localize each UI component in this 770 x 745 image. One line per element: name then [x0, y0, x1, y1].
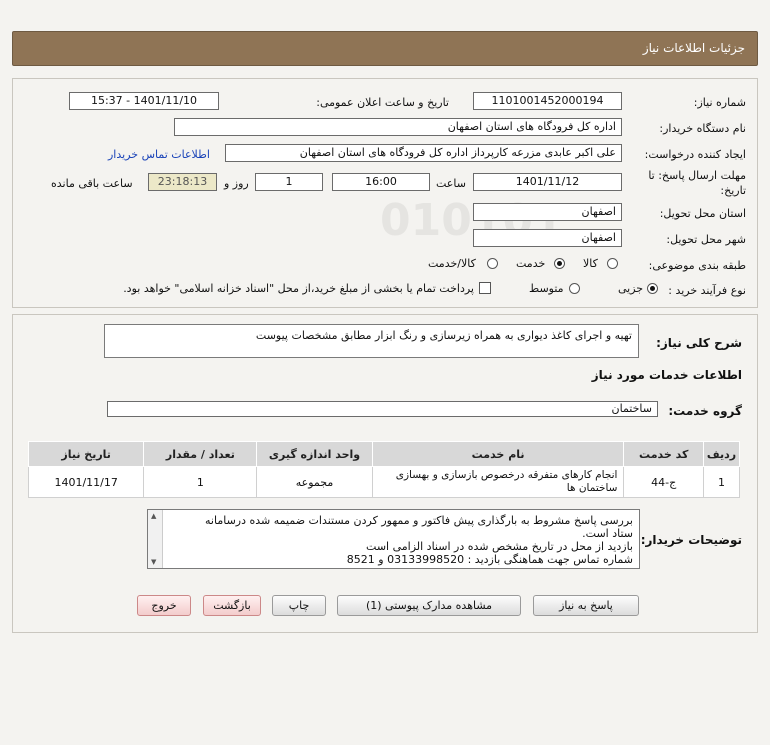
table-row	[29, 467, 740, 498]
need-info-panel	[12, 78, 758, 308]
summary-label: شرح کلی نیاز:	[656, 336, 742, 350]
col-header-code: کد خدمت	[624, 442, 703, 467]
cell-quantity: 1	[144, 467, 257, 498]
need-number-label: شماره نیاز:	[693, 96, 746, 109]
col-header-name: نام خدمت	[372, 442, 624, 467]
table-header-row	[29, 442, 740, 467]
view-attachments-button[interactable]: مشاهده مدارک پیوستی (1)	[337, 595, 521, 616]
creator-label: ایجاد کننده درخواست:	[644, 148, 746, 161]
cell-unit: مجموعه	[257, 467, 372, 498]
announce-datetime-field[interactable]: 1401/11/10 - 15:37	[69, 92, 219, 110]
category-radio-goods-service[interactable]	[487, 258, 498, 269]
contact-info-link[interactable]: اطلاعات تماس خریدار	[108, 148, 210, 161]
announce-label: تاریخ و ساعت اعلان عمومی:	[316, 96, 449, 109]
service-group-field[interactable]: ساختمان	[107, 401, 658, 417]
category-option-goods: کالا	[583, 257, 598, 270]
province-label: استان محل تحویل:	[659, 207, 746, 220]
back-button[interactable]: بازگشت	[203, 595, 261, 616]
buyer-org-field[interactable]: اداره کل فرودگاه های استان اصفهان	[174, 118, 622, 136]
category-option-goods-service: کالا/خدمت	[428, 257, 476, 270]
city-field[interactable]: اصفهان	[473, 229, 622, 247]
process-radio-minor[interactable]	[647, 283, 658, 294]
need-number-field[interactable]: 1101001452000194	[473, 92, 622, 110]
process-label: نوع فرآیند خرید :	[668, 284, 746, 297]
services-table	[28, 441, 740, 498]
exit-button[interactable]: خروج	[137, 595, 191, 616]
city-label: شهر محل تحویل:	[666, 233, 746, 246]
header-bar	[12, 31, 758, 66]
service-group-label: گروه خدمت:	[668, 404, 742, 418]
page-title: جزئیات اطلاعات نیاز	[642, 41, 745, 55]
process-option-minor: جزیی	[618, 282, 644, 295]
services-section-title: اطلاعات خدمات مورد نیاز	[591, 368, 742, 382]
deadline-date-label: تاریخ:	[720, 184, 746, 197]
process-option-medium: متوسط	[529, 282, 564, 295]
process-radio-medium[interactable]	[569, 283, 580, 294]
category-label: طبقه بندی موضوعی:	[648, 259, 746, 272]
col-header-unit: واحد اندازه گیری	[257, 442, 372, 467]
remaining-time-label: ساعت باقی مانده	[51, 177, 133, 190]
remaining-days-field[interactable]: 1	[255, 173, 323, 191]
reply-button[interactable]: پاسخ به نیاز	[533, 595, 639, 616]
buyer-org-label: نام دستگاه خریدار:	[659, 122, 746, 135]
province-field[interactable]: اصفهان	[473, 203, 622, 221]
deadline-time-field[interactable]: 16:00	[332, 173, 430, 191]
cell-row-number: 1	[703, 467, 739, 498]
days-label: روز و	[224, 177, 249, 190]
buyer-notes-textarea[interactable]	[147, 509, 640, 569]
deadline-time-label: ساعت	[436, 177, 466, 190]
col-header-date: تاریخ نیاز	[29, 442, 144, 467]
cell-service-name: انجام کارهای متفرقه درخصوص بازسازی و بهسازی ساختمان ها	[372, 467, 624, 498]
buyer-note-line-3: بازدید از محل در تاریخ مشخص شده در اسناد الزامی است	[366, 540, 633, 553]
category-option-service: خدمت	[516, 257, 546, 270]
scroll-up-icon[interactable]: ▲	[151, 512, 157, 520]
category-radio-service[interactable]	[554, 258, 565, 269]
scroll-down-icon[interactable]: ▼	[151, 558, 157, 566]
buyer-note-line-2: ستاد است.	[582, 527, 633, 540]
deadline-date-field[interactable]: 1401/11/12	[473, 173, 622, 191]
creator-field[interactable]: علی اکبر عابدی مزرعه کارپرداز اداره کل فرودگاه های استان اصفهان	[225, 144, 622, 162]
notes-scrollbar[interactable]	[148, 510, 163, 568]
deadline-label: مهلت ارسال پاسخ: تا	[648, 169, 746, 182]
cell-need-date: 1401/11/17	[29, 467, 144, 498]
buyer-note-line-1: بررسی پاسخ مشروط به بارگذاری پیش فاکتور و ممهور کردن مستندات ضمیمه شده درسامانه	[205, 514, 633, 527]
cell-service-code: ج-44	[624, 467, 703, 498]
summary-textarea[interactable]: تهیه و اجرای کاغذ دیواری به همراه زیرسازی و رنگ ابزار مطابق مشخصات پیوست	[104, 324, 639, 358]
col-header-row: ردیف	[703, 442, 739, 467]
buyer-notes-label: توضیحات خریدار:	[640, 533, 742, 547]
category-radio-goods[interactable]	[607, 258, 618, 269]
print-button[interactable]: چاپ	[272, 595, 326, 616]
treasury-payment-checkbox[interactable]	[479, 282, 491, 294]
col-header-quantity: تعداد / مقدار	[144, 442, 257, 467]
buyer-note-line-4: شماره تماس جهت هماهنگی بازدید : 03133998520 و 8521	[346, 553, 633, 566]
remaining-time-field: 23:18:13	[148, 173, 217, 191]
treasury-payment-note: پرداخت تمام یا بخشی از مبلغ خرید،از محل "اسناد خزانه اسلامی" خواهد بود.	[123, 282, 474, 295]
